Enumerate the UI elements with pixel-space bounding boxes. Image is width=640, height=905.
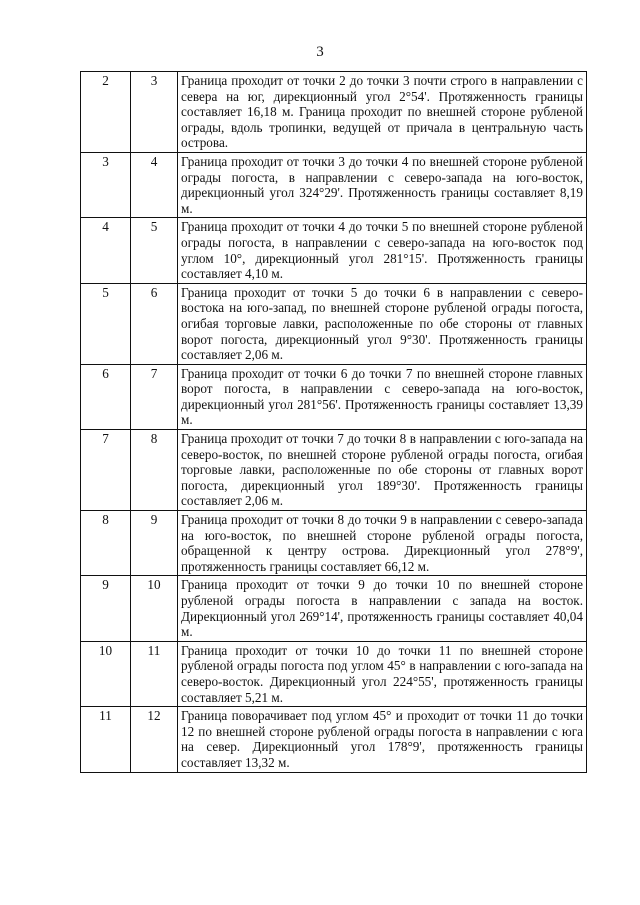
boundary-table bbox=[80, 71, 587, 773]
to-point: 5 bbox=[131, 218, 178, 283]
from-point: 11 bbox=[81, 707, 131, 772]
from-point: 5 bbox=[81, 283, 131, 364]
table-row bbox=[81, 152, 587, 217]
boundary-description: Граница проходит от точки 8 до точки 9 в направлении с северо-запада на юго-восток, по внешней стороне рубленой ограды погоста, обращенной к центру острова. Дирекционный угол 278°9', протяженность границы составляет 66,12 м. bbox=[178, 511, 587, 576]
table-row bbox=[81, 283, 587, 364]
to-point: 12 bbox=[131, 707, 178, 772]
to-point: 8 bbox=[131, 430, 178, 511]
boundary-description: Граница проходит от точки 3 до точки 4 по внешней стороне рубленой ограды погоста, в направлении с северо-запада на юго-восток, дирекционный угол 324°29'. Протяженность границы составляет 8,19 м. bbox=[178, 152, 587, 217]
to-point: 11 bbox=[131, 641, 178, 706]
from-point: 9 bbox=[81, 576, 131, 641]
from-point: 7 bbox=[81, 430, 131, 511]
to-point: 4 bbox=[131, 152, 178, 217]
boundary-description: Граница проходит от точки 9 до точки 10 по внешней стороне рубленой ограды погоста в направлении с запада на восток. Дирекционный угол 269°14', протяженность границы составляет 40,04 м. bbox=[178, 576, 587, 641]
from-point: 4 bbox=[81, 218, 131, 283]
to-point: 7 bbox=[131, 364, 178, 429]
table-row bbox=[81, 72, 587, 153]
to-point: 10 bbox=[131, 576, 178, 641]
boundary-description: Граница проходит от точки 10 до точки 11 по внешней стороне рубленой ограды погоста под углом 45° в направлении с юго-запада на северо-восток. Дирекционный угол 224°55', протяженность границы составляет 5,21 м. bbox=[178, 641, 587, 706]
page-number: 3 bbox=[316, 44, 324, 60]
boundary-description: Граница проходит от точки 6 до точки 7 по внешней стороне главных ворот погоста, в направлении с северо-запада на юго-восток, дирекционный угол 281°56'. Протяженность границы составляет 13,39 м. bbox=[178, 364, 587, 429]
from-point: 3 bbox=[81, 152, 131, 217]
to-point: 9 bbox=[131, 511, 178, 576]
table-row bbox=[81, 511, 587, 576]
table-row bbox=[81, 218, 587, 283]
table-row bbox=[81, 364, 587, 429]
from-point: 6 bbox=[81, 364, 131, 429]
table-row bbox=[81, 641, 587, 706]
boundary-description: Граница проходит от точки 4 до точки 5 по внешней стороне рубленой ограды погоста, в направлении с северо-запада на юго-восток под углом 10°, дирекционный угол 281°15'. Протяженность границы составляет 4,10 м. bbox=[178, 218, 587, 283]
boundary-description: Граница проходит от точки 7 до точки 8 в направлении с юго-запада на северо-восток, по внешней стороне рубленой ограды погоста, огибая торговые лавки, расположенные по обе стороны от главных ворот погоста, дирекционный угол 189°30'. Протяженность границы составляет 2,06 м. bbox=[178, 430, 587, 511]
table-row bbox=[81, 707, 587, 772]
from-point: 8 bbox=[81, 511, 131, 576]
boundary-description: Граница проходит от точки 2 до точки 3 почти строго в направлении с севера на юг, дирекционный угол 2°54'. Протяженность границы составляет 16,18 м. Граница проходит по внешней стороне рубленой ограды, вдоль тропинки, ведущей от причала в центральную часть острова. bbox=[178, 72, 587, 153]
from-point: 2 bbox=[81, 72, 131, 153]
table-row bbox=[81, 430, 587, 511]
to-point: 3 bbox=[131, 72, 178, 153]
boundary-description: Граница поворачивает под углом 45° и проходит от точки 11 до точки 12 по внешней стороне рубленой ограды погоста в направлении с юга на север. Дирекционный угол 178°9', протяженность границы составляет 13,32 м. bbox=[178, 707, 587, 772]
to-point: 6 bbox=[131, 283, 178, 364]
boundary-description: Граница проходит от точки 5 до точки 6 в направлении с северо-востока на юго-запад, по внешней стороне рубленой ограды погоста, огибая торговые лавки, расположенные по обе стороны от главных ворот погоста, дирекционный угол 9°30'. Протяженность границы составляет 2,06 м. bbox=[178, 283, 587, 364]
table-row bbox=[81, 576, 587, 641]
from-point: 10 bbox=[81, 641, 131, 706]
